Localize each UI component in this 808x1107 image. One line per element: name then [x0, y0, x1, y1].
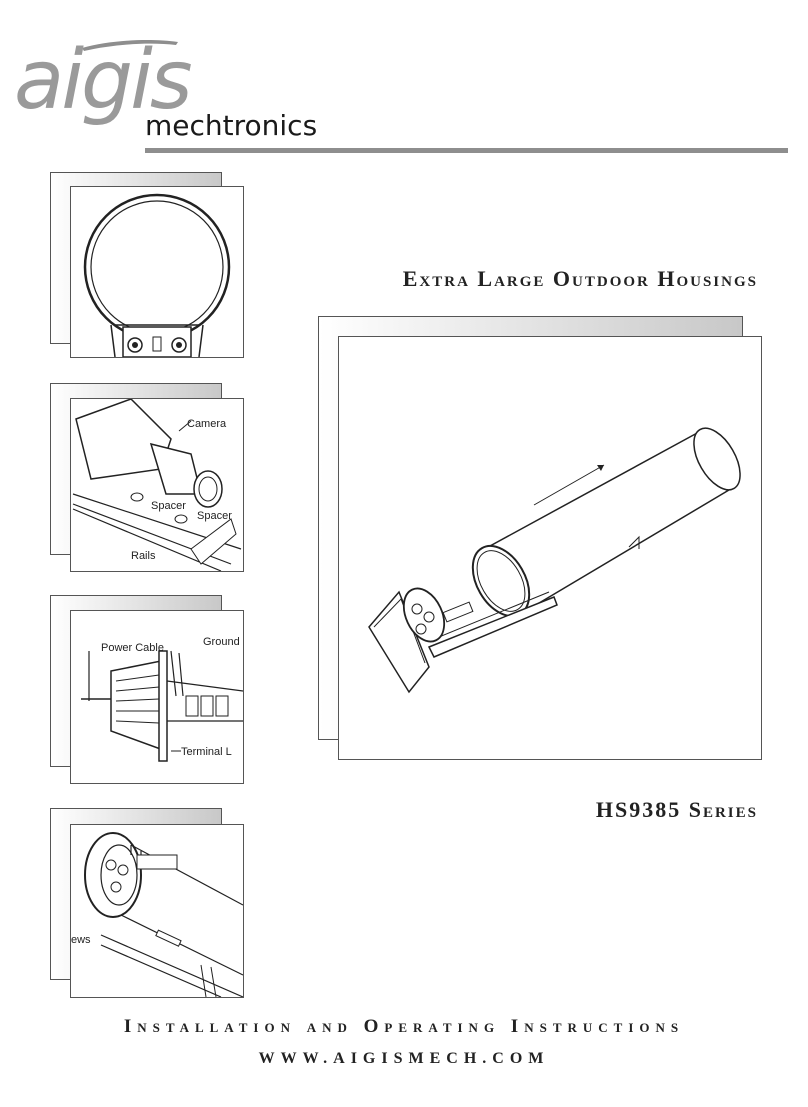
header-rule: [145, 148, 788, 153]
spacer-label-2: Spacer: [197, 510, 232, 522]
power-wiring-illustration: [71, 611, 243, 783]
camera-mount-illustration: [71, 399, 243, 571]
brand-subtitle: mechtronics: [145, 109, 318, 142]
document-title: Extra Large Outdoor Housings: [402, 266, 758, 291]
housing-end-view-illustration: [71, 187, 243, 357]
brand-logo: aigis: [14, 33, 190, 128]
thumb-panel-1: [70, 186, 244, 358]
main-panel: [338, 336, 762, 760]
series-name: HS9385 Series: [595, 797, 758, 822]
website-url: WWW.AIGISMECH.COM: [258, 1050, 550, 1067]
thumb-panel-2: [70, 398, 244, 572]
end-plate-assembly-illustration: [71, 825, 243, 997]
screws-label: ews: [71, 934, 91, 946]
ground-label: Ground: [203, 636, 240, 648]
power-cable-label: Power Cable: [101, 642, 164, 654]
thumb-panel-3: [70, 610, 244, 784]
instructions-heading: Installation and Operating Instructions: [123, 1016, 685, 1037]
spacer-label-1: Spacer: [151, 500, 186, 512]
thumb-panel-4: [70, 824, 244, 998]
housing-exploded-illustration: [339, 337, 761, 759]
terminal-label: Terminal L: [181, 746, 232, 758]
camera-label: Camera: [187, 418, 227, 430]
rails-label: Rails: [131, 550, 156, 562]
